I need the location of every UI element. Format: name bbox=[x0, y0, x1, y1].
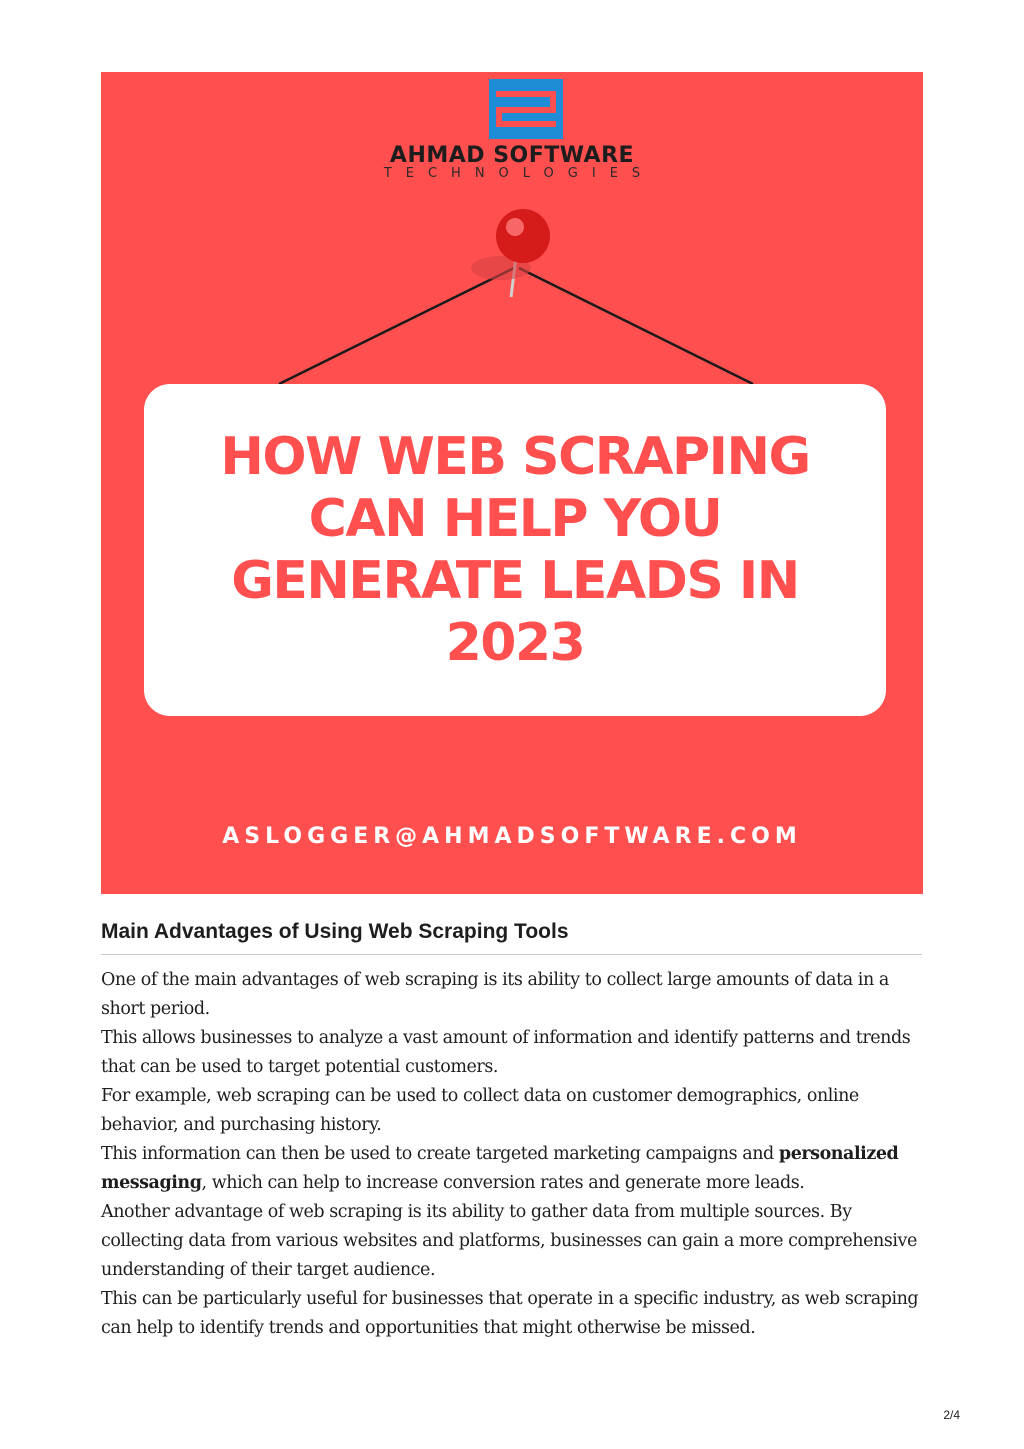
paragraph: This allows businesses to analyze a vast amount of information and identify patterns and trends that can be used to target potential customers. bbox=[101, 1028, 911, 1077]
sign-headline bbox=[220, 426, 809, 674]
paragraph bbox=[101, 1140, 923, 1198]
paragraph: Another advantage of web scraping is its ability to gather data from multiple sources. By collecting data from various websites and platforms, businesses can gain a more comprehensive understanding of their target audience. bbox=[101, 1202, 917, 1280]
paragraph-text: This information can then be used to create targeted marketing campaigns and bbox=[101, 1144, 779, 1164]
sign-line: 2023 bbox=[445, 613, 585, 673]
sign-line: CAN HELP YOU bbox=[308, 489, 722, 549]
section-heading: Main Advantages of Using Web Scraping Tools bbox=[101, 918, 922, 955]
logo-name: AHMAD SOFTWARE bbox=[389, 143, 635, 168]
banner-email: ASLOGGER@AHMADSOFTWARE.COM bbox=[222, 824, 802, 849]
article-body bbox=[101, 966, 923, 1343]
paragraph: This can be particularly useful for businesses that operate in a specific industry, as web scraping can help to identify trends and opportunities that might otherwise be missed. bbox=[101, 1289, 919, 1338]
paragraph: For example, web scraping can be used to collect data on customer demographics, online behavior, and purchasing history. bbox=[101, 1086, 859, 1135]
page-number: 2/4 bbox=[943, 1408, 960, 1422]
sign-line: GENERATE LEADS IN bbox=[231, 551, 799, 611]
sign-line: HOW WEB SCRAPING bbox=[220, 427, 810, 487]
sign-board bbox=[144, 384, 886, 716]
hero-banner-image bbox=[101, 72, 923, 894]
paragraph-text: , which can help to increase conversion rates and generate more leads. bbox=[201, 1173, 805, 1193]
logo-tagline: TECHNOLOGIES bbox=[383, 166, 655, 181]
paragraph: One of the main advantages of web scraping is its ability to collect large amounts of data in a short period. bbox=[101, 970, 889, 1019]
bold-phrase: personalized messaging bbox=[101, 1144, 899, 1193]
